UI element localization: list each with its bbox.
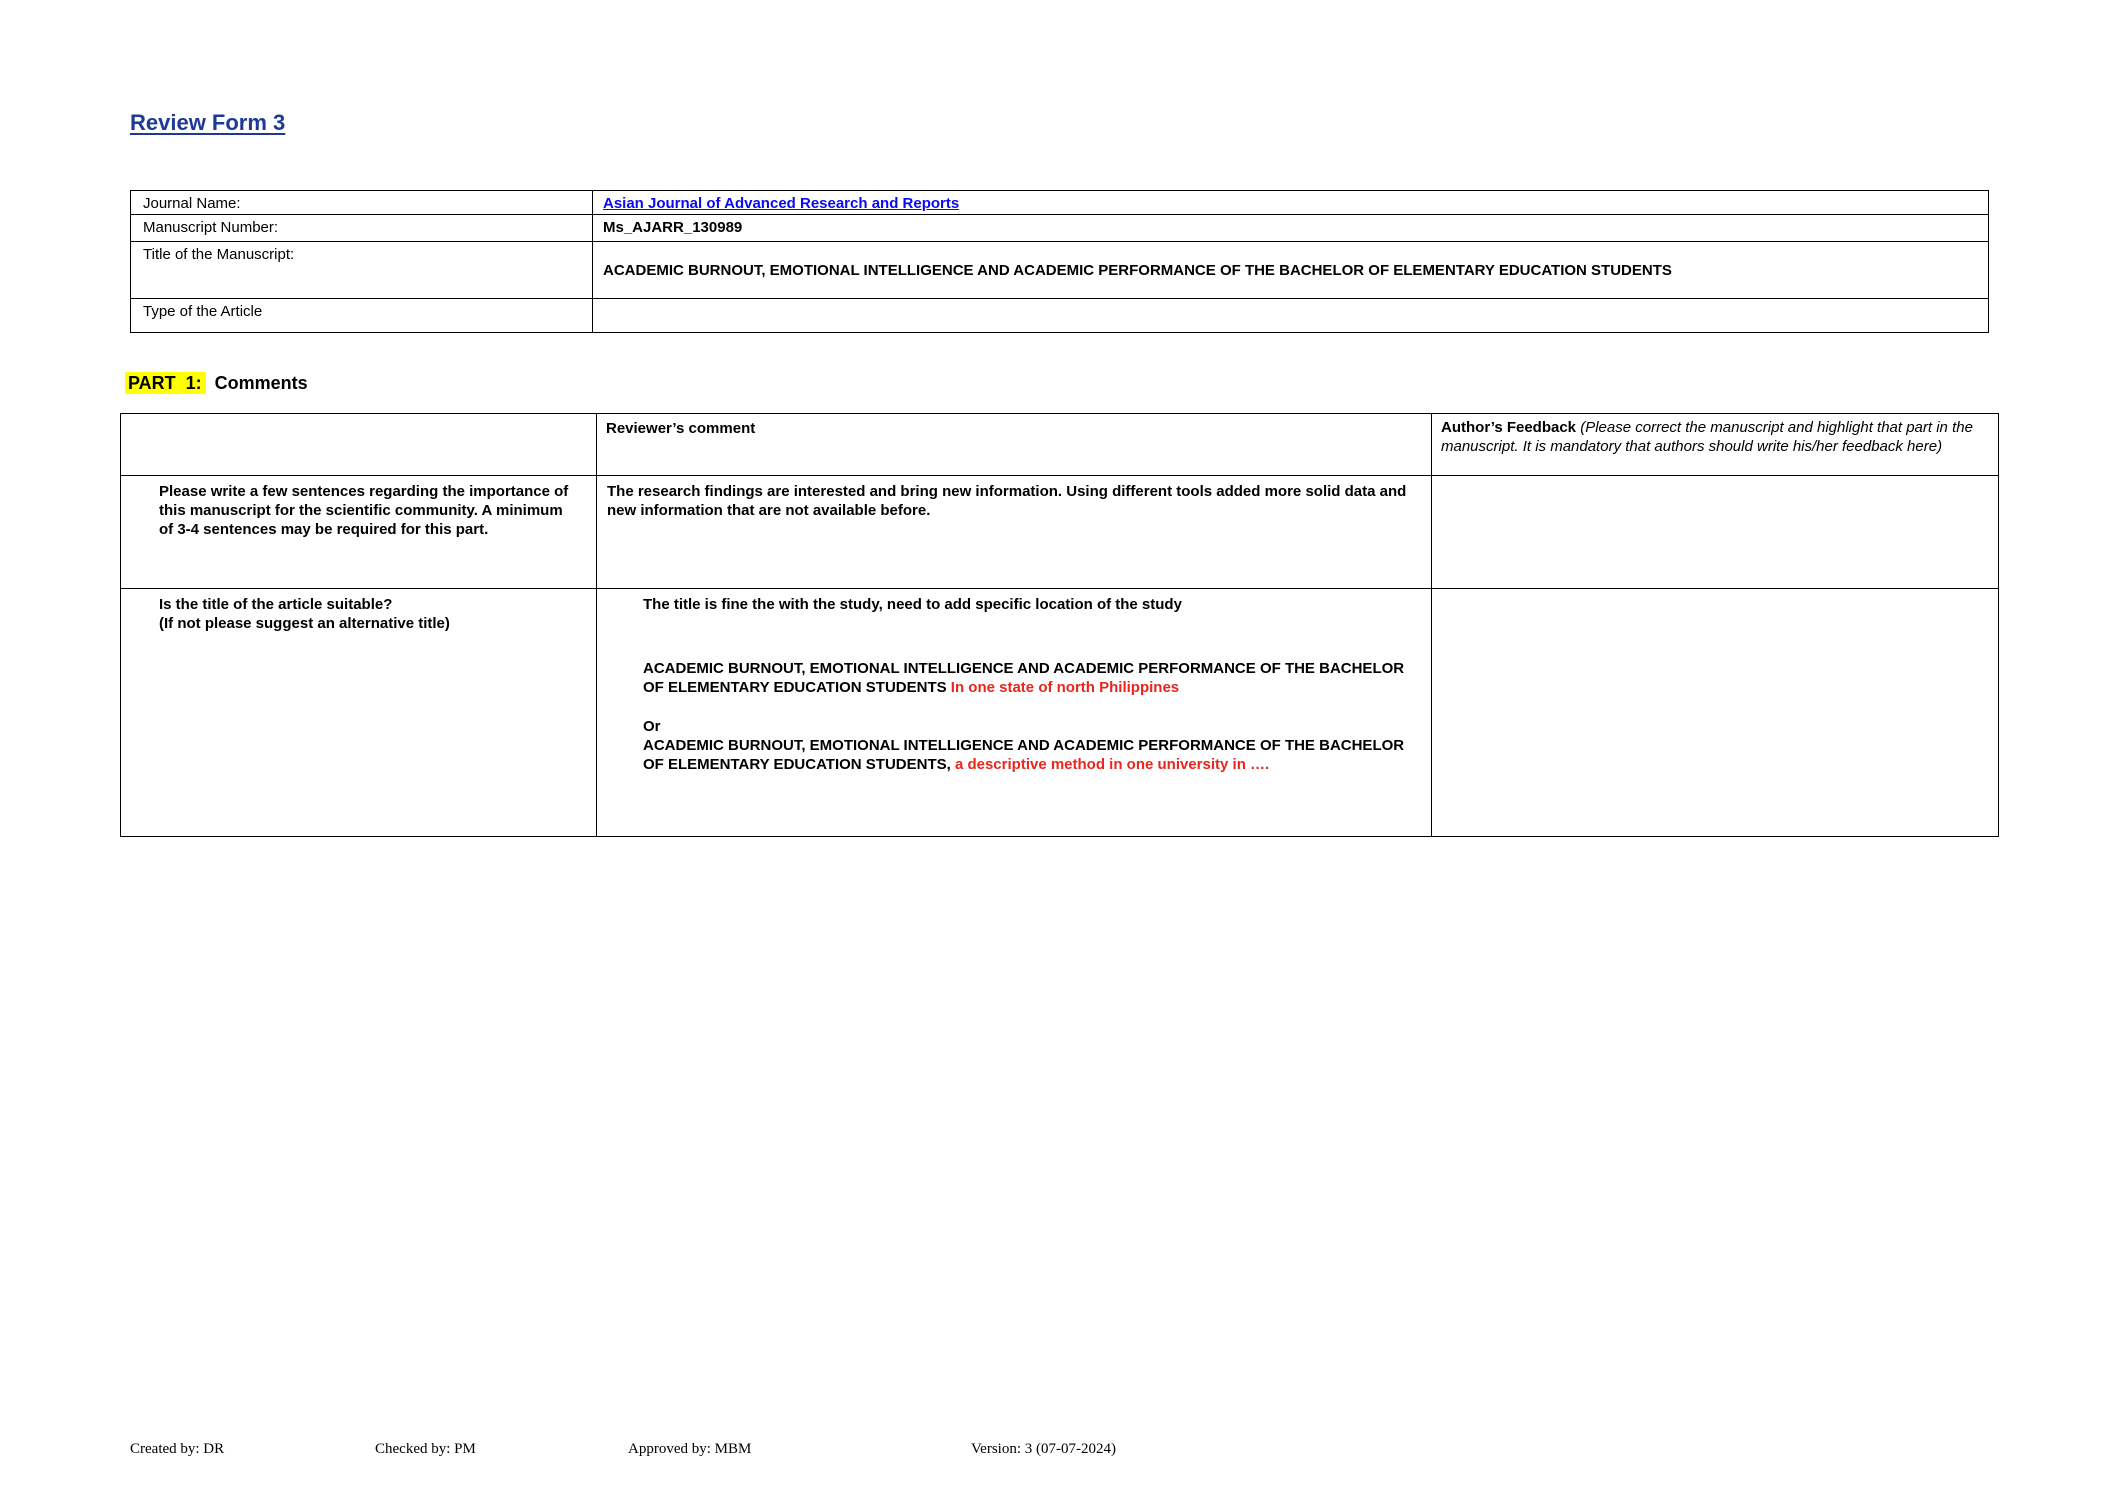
page-title: Review Form 3 [130,110,286,135]
comment-intro: The title is fine the with the study, need to add specific location of the study [643,596,1182,613]
manuscript-number-label: Manuscript Number: [131,215,593,242]
footer-created-by: Created by: DR [130,1441,225,1457]
reviewer-comment-cell: The research findings are interested and bring new information. Using different tools added more solid data and new information that are not available before. [597,476,1432,589]
comments-table [120,413,1999,837]
question-line: (If not please suggest an alternative title) [159,615,450,632]
table-row [121,589,1999,837]
journal-name-label: Journal Name: [131,191,593,215]
part1-heading [125,371,308,395]
suggested-title-1-black: ACADEMIC BURNOUT, EMOTIONAL INTELLIGENCE AND ACADEMIC PERFORMANCE OF THE BACHELOR OF ELEMENTARY EDUCATION STUDENTS [643,660,1405,696]
manuscript-title-value: ACADEMIC BURNOUT, EMOTIONAL INTELLIGENCE AND ACADEMIC PERFORMANCE OF THE BACHELOR OF ELEMENTARY EDUCATION STUDENTS [593,242,1989,299]
table-row [131,215,1989,242]
article-type-label: Type of the Article [131,299,593,333]
empty-header-cell [121,414,597,476]
or-label: Or [643,718,661,735]
authors-feedback-title: Author’s Feedback [1441,419,1581,436]
table-row [121,476,1999,589]
table-row [131,299,1989,333]
journal-name-cell [593,191,1989,215]
article-type-value [593,299,1989,333]
suggested-title-2-red: a descriptive method in one university in …. [954,756,1270,773]
authors-feedback-note: (Please correct the manuscript and highlight that part in the manuscript. It is mandatory that authors should write his/her feedback here) [1441,419,1973,455]
journal-name-link[interactable]: Asian Journal of Advanced Research and Reports [603,195,960,212]
manuscript-number-value: Ms_AJARR_130989 [593,215,1989,242]
part1-title: Comments [214,373,308,393]
importance-question-cell: Please write a few sentences regarding the importance of this manuscript for the scientific community. A minimum of 3-4 sentences may be required for this part. [121,476,597,589]
question-line: Is the title of the article suitable? [159,596,393,613]
suggested-title-2-black: ACADEMIC BURNOUT, EMOTIONAL INTELLIGENCE AND ACADEMIC PERFORMANCE OF THE BACHELOR OF ELEMENTARY EDUCATION STUDENTS, [643,737,1405,773]
table-row [131,191,1989,215]
table-row [131,242,1989,299]
footer-checked-by: Checked by: PM [375,1441,476,1457]
footer-version: Version: 3 (07-07-2024) [971,1441,1116,1457]
footer-approved-by: Approved by: MBM [628,1441,752,1457]
reviewer-comment-cell [597,589,1432,837]
authors-feedback-header [1432,414,1999,476]
author-feedback-cell [1432,589,1999,837]
author-feedback-cell [1432,476,1999,589]
suggested-title-1 [643,659,1417,697]
comments-header-row [121,414,1999,476]
title-question-cell [121,589,597,837]
part1-badge: PART 1: [125,372,206,394]
manuscript-info-table [130,190,1989,333]
suggested-title-1-red: In one state of north Philippines [950,679,1180,696]
suggested-title-2 [643,736,1417,774]
reviewer-comment-header: Reviewer’s comment [597,414,1432,476]
manuscript-title-label: Title of the Manuscript: [131,242,593,299]
